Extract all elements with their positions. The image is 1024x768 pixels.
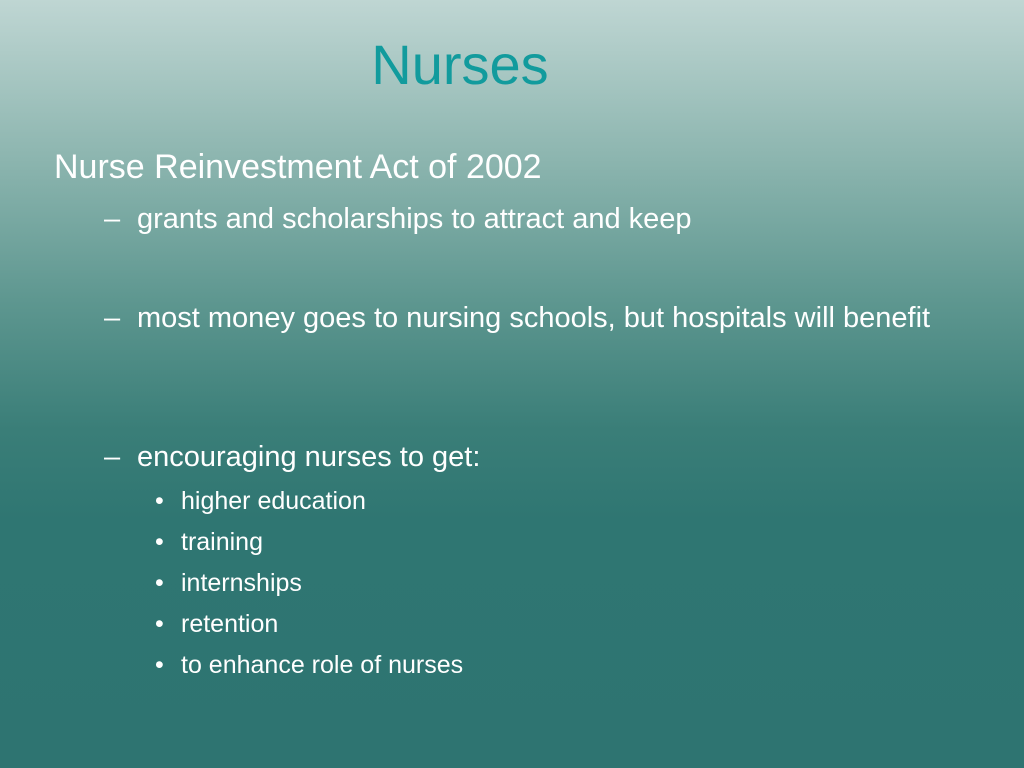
point-text: most money goes to nursing schools, but hospitals will benefit [137,302,931,334]
slide-title: Nurses [371,33,549,96]
bullet-marker: • [155,651,164,679]
point-item [104,298,984,338]
bullet-marker: • [155,610,164,638]
bullet-marker: • [155,528,164,556]
subpoint-text: retention [181,610,279,638]
subpoint-text: training [181,528,263,556]
point-item [104,199,984,239]
heading-item: Nurse Reinvestment Act of 2002 [54,148,542,186]
subpoint-item [155,609,278,639]
subpoint-text: internships [181,569,302,597]
point-item [104,437,984,477]
point-text: grants and scholarships to attract and keep [137,203,692,235]
subpoint-item [155,650,463,680]
dash-marker: – [104,302,121,334]
subpoint-text: to enhance role of nurses [181,651,464,679]
subpoint-text: higher education [181,487,366,515]
subpoint-item [155,568,302,598]
bullet-marker: • [155,569,164,597]
point-text: encouraging nurses to get: [137,441,481,473]
subpoint-item [155,527,263,557]
subpoint-item [155,486,366,516]
dash-marker: – [104,203,121,235]
dash-marker: – [104,441,121,473]
bullet-marker: • [155,487,164,515]
